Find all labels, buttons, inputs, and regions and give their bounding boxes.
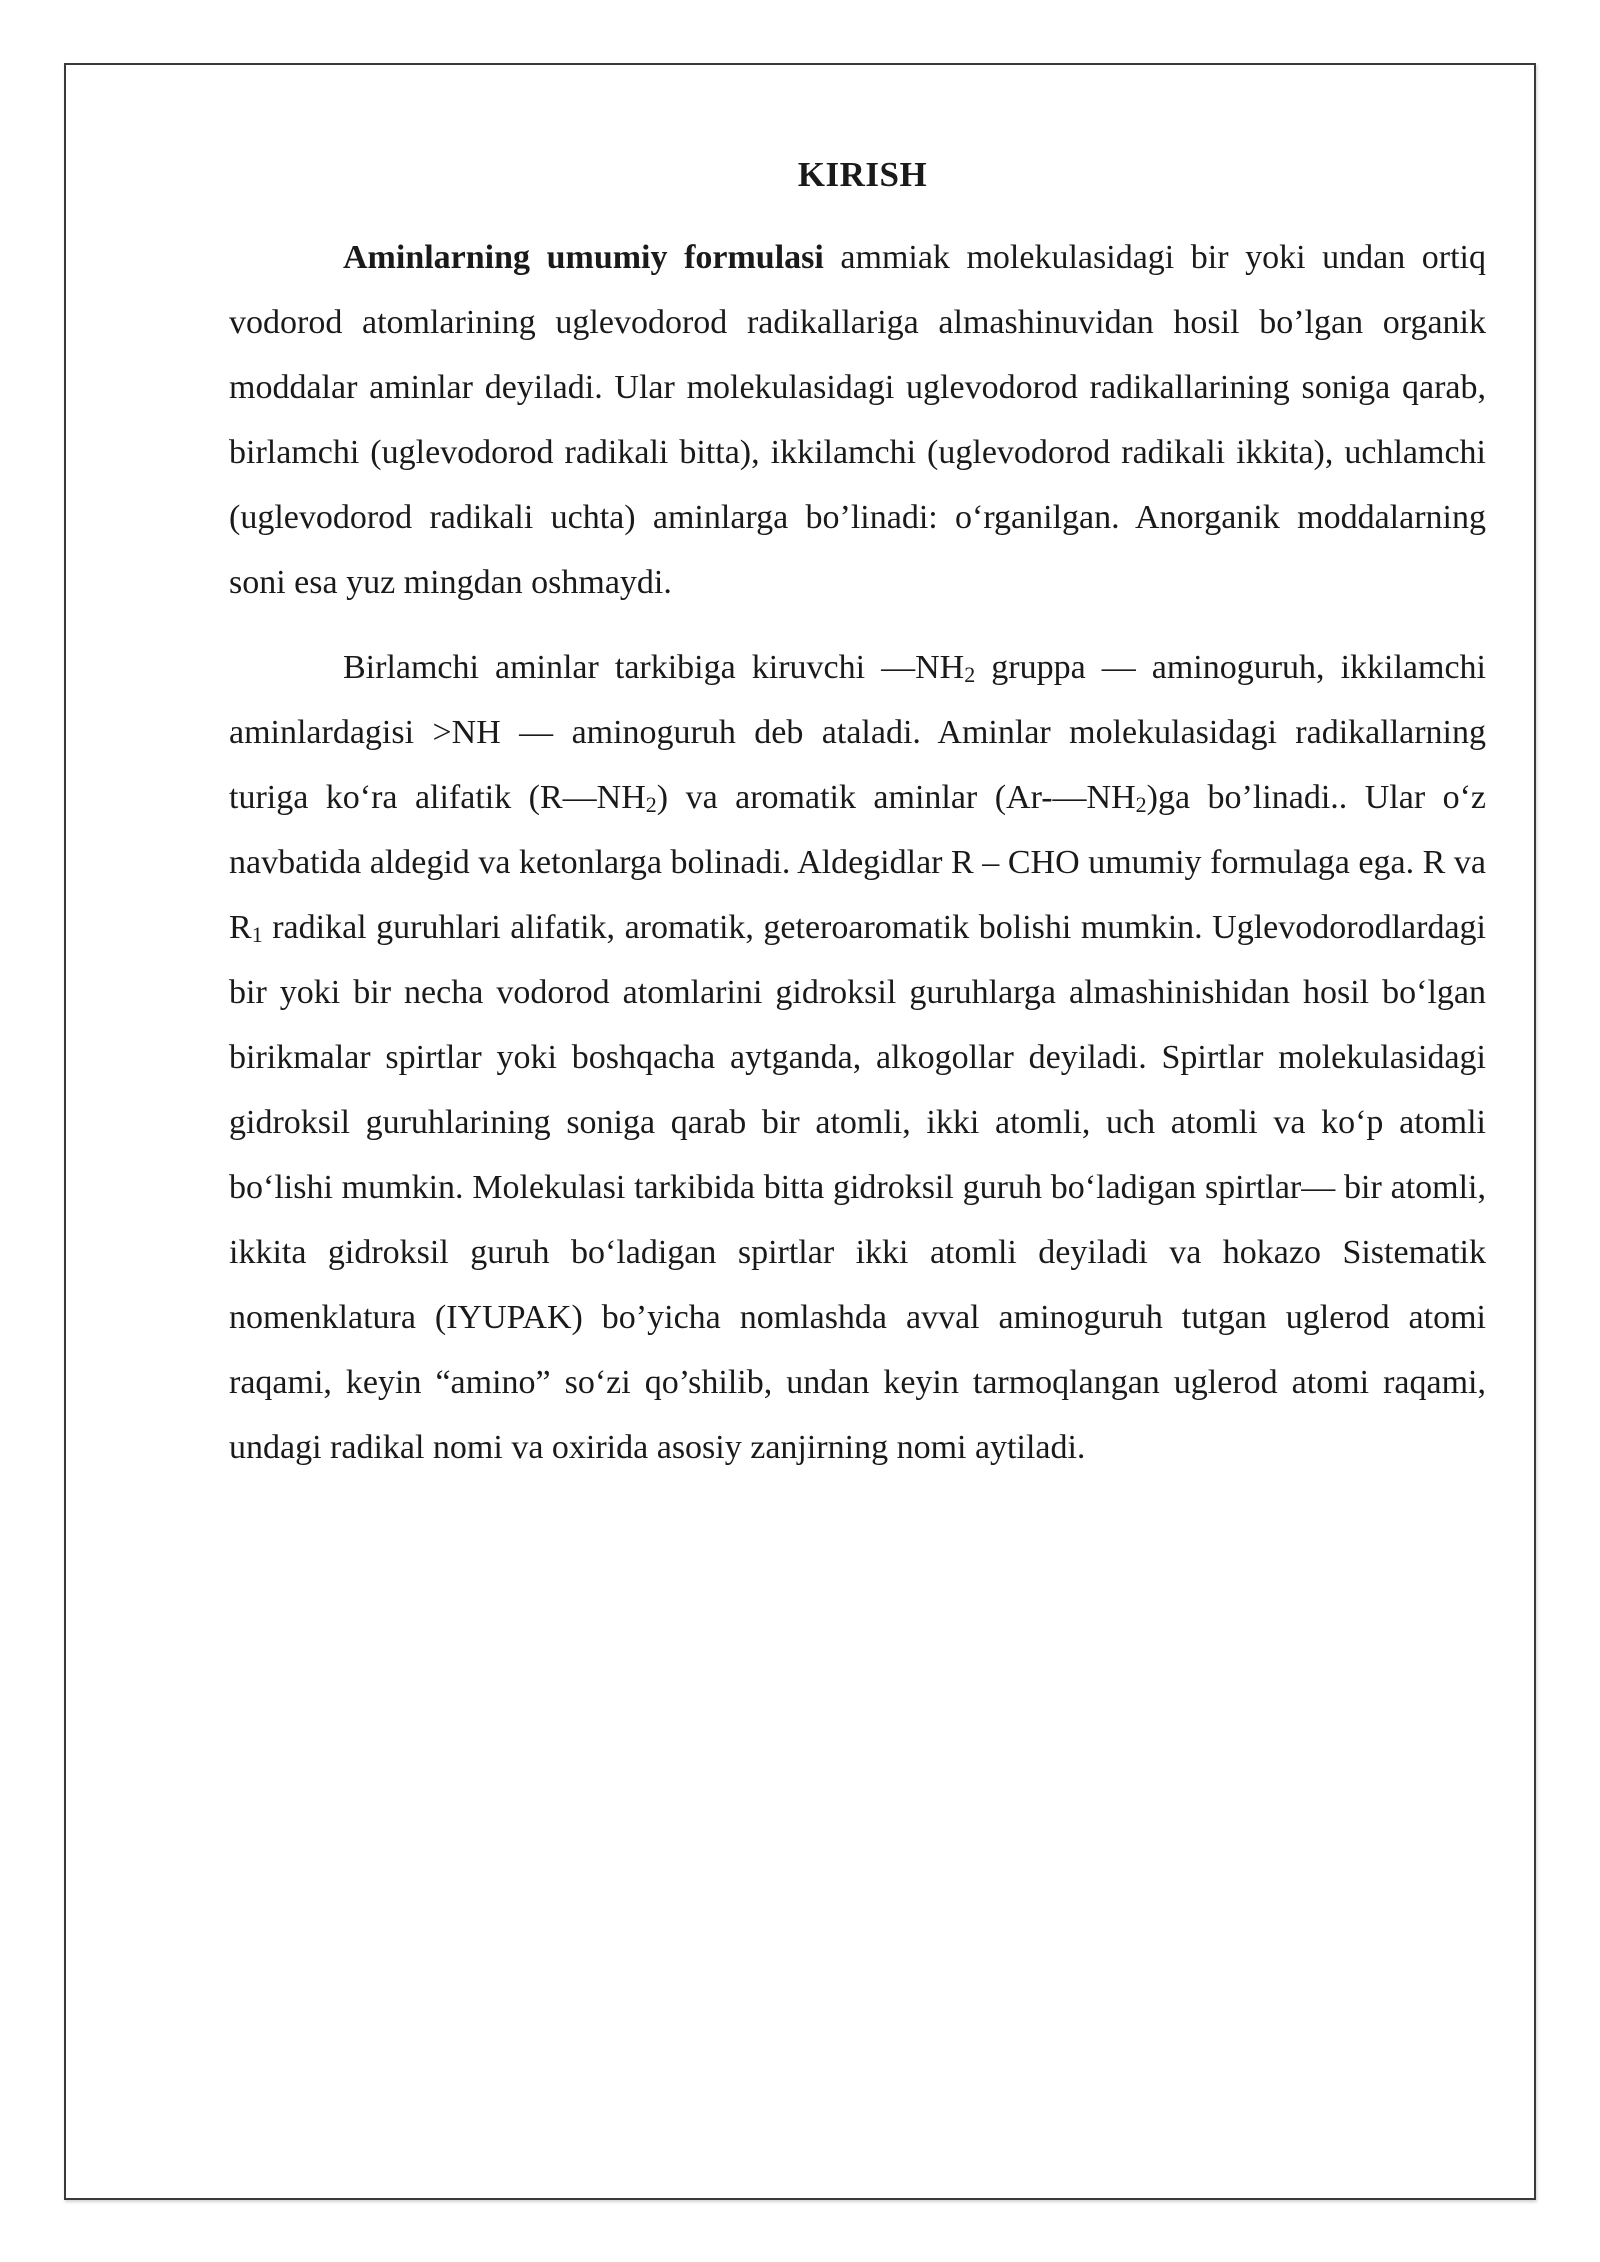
paragraph-1-text: ammiak molekulasidagi bir yoki undan ortiq vodorod atomlarining uglevodorod radikallariga almashinuvidan hosil bo’lgan organik moddalar aminlar deyiladi. Ular molekulasidagi uglevodorod radikallarining soniga qarab, birlamchi (uglevodorod radikali bitta), ikkilamchi (uglevodorod radikali ikkita), uchlamchi (uglevodorod radikali uchta) aminlarga bo’linadi: o‘rganilgan. Anorganik moddalarning soni esa yuz mingdan oshmaydi. [229, 239, 1486, 601]
paragraph-2-text-5: radikal guruhlari alifatik, aromatik, geteroaromatik bolishi mumkin. Uglevodorodlardagi bir yoki bir necha vodorod atomlarini gidroksil guruhlarga almashinishidan hosil bo‘lgan birikmalar spirtlar yoki boshqacha aytganda, alkogollar deyiladi. Spirtlar molekulasidagi gidroksil guruhlarining soniga qarab bir atomli, ikki atomli, uch atomli va ko‘p atomli bo‘lishi mumkin. Molekulasi tarkibida bitta gidroksil guruh bo‘ladigan spirtlar— bir atomli, ikkita gidroksil guruh bo‘ladigan spirtlar ikki atomli deyiladi va hokazo Sistematik nomenklatura (IYUPAK) bo’yicha nomlashda avval aminoguruh tutgan uglerod atomi raqami, keyin “amino” so‘zi qo’shilib, undan keyin tarmoqlangan uglerod atomi raqami, undagi radikal nomi va oxirida asosiy zanjirning nomi aytiladi. [229, 909, 1486, 1466]
paragraph-1-bold-lead: Aminlarning umumiy formulasi [343, 239, 824, 276]
paragraph-2-text-1: Birlamchi aminlar tarkibiga kiruvchi —NH [343, 649, 965, 686]
document-title: KIRISH [797, 155, 928, 194]
paragraph-1 [229, 225, 1486, 615]
paragraph-2-text-3: ) va aromatik aminlar (Ar-—NH [656, 779, 1136, 816]
paragraph-2-text-4: )ga bo’linadi.. Ular o‘z navbatida aldegid va ketonlarga bolinadi. Aldegidlar R – CHO umumiy formulaga ega. R va R [229, 779, 1487, 946]
subscript-2: 2 [645, 792, 657, 817]
subscript-1: 1 [251, 922, 263, 947]
paragraph-2-text-2: gruppa — aminoguruh, ikkilamchi aminlardagisi >NH — aminoguruh deb ataladi. Aminlar molekulasidagi radikallarning turiga ko‘ra alifatik (R—NH [229, 649, 1486, 816]
subscript-2: 2 [1135, 792, 1147, 817]
document-body [229, 145, 1486, 1500]
paragraph-2 [229, 635, 1486, 1480]
subscript-2: 2 [964, 662, 976, 687]
